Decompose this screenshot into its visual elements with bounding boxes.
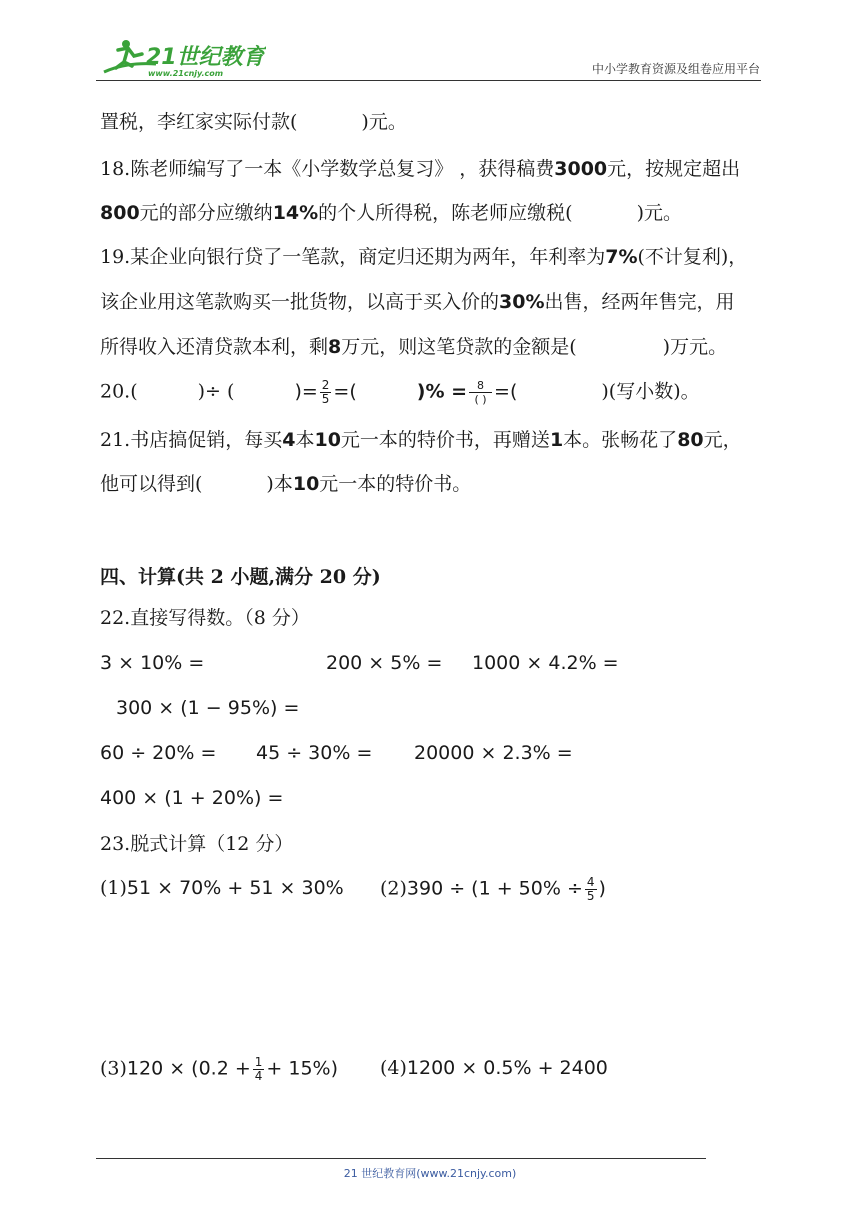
q21-line-1: [100, 428, 742, 452]
q23-part-3-label: (3): [100, 1057, 127, 1080]
q23-part-4-expr: 1200 × 0.5% + 2400: [406, 1057, 608, 1079]
q23-part-1-expr: 51 × 70% + 51 × 30%: [126, 877, 344, 899]
q21-line-2: [100, 472, 471, 496]
q22-item-1: 3 × 10% =: [100, 652, 205, 674]
q19-text: )万元。: [662, 336, 728, 358]
q19-text: (不计复利)，: [637, 246, 748, 268]
q21-text: 元一本的特价书。: [319, 473, 472, 495]
q19-text: 该企业用这笔款购买一批货物，以高于买入价的: [100, 291, 500, 313]
q22-item-6: 45 ÷ 30% =: [256, 742, 373, 764]
q21-text: 本: [295, 429, 315, 451]
q20-text: )÷ (: [197, 380, 235, 403]
q23-part-4: [380, 1056, 608, 1080]
logo-url: www.21cnjy.com: [148, 69, 224, 78]
site-logo: [96, 34, 266, 80]
q23-label: 23.脱式计算（12 分）: [100, 833, 294, 855]
q23-part-2-expr: 390 ÷ (1 + 50% ÷: [406, 877, 583, 900]
q22-item-3: 1000 × 4.2% =: [472, 652, 619, 674]
q22-item-4: 300 × (1 − 95%) =: [116, 697, 300, 719]
q18-rate: 14%: [272, 202, 319, 224]
q22-item-5: 60 ÷ 20% =: [100, 742, 217, 764]
q18-text: 18.陈老师编写了一本《小学数学总复习》 ，获得稿费: [100, 158, 555, 180]
q19-line-2: [100, 290, 735, 314]
q21-text: 21.书店搞促销，每买: [100, 429, 283, 451]
q18-text: 元的部分应缴纳: [139, 202, 273, 224]
q23-part-1-label: (1): [100, 877, 127, 899]
q20-fraction-1-num: 2: [321, 378, 330, 392]
q18-line-1: [100, 157, 740, 181]
section-4-title: 四、计算(共 2 小题,满分 20 分): [100, 566, 381, 588]
q23-part-2-num: 4: [586, 875, 595, 889]
q22-item-8: 400 × (1 + 20%) =: [100, 787, 284, 809]
q19-markup: 30%: [499, 291, 545, 313]
q23-part-4-label: (4): [380, 1057, 407, 1079]
header-divider: [96, 80, 761, 81]
q19-text: 万元，则这笔贷款的金额是(: [341, 336, 577, 358]
q22-label: 22.直接写得数。（8 分）: [100, 607, 310, 629]
q23-part-3-expr: 120 × (0.2 +: [126, 1057, 251, 1080]
q23-part-3-num: 1: [254, 1055, 263, 1069]
q18-text: 元，按规定超出: [607, 158, 741, 180]
q19-rate: 7%: [605, 246, 638, 268]
q23-part-2-fraction: [585, 876, 597, 903]
q18-fee: 3000: [554, 158, 608, 180]
q21-text: 元一本的特价书，再赠送: [340, 429, 550, 451]
q20-text: =(: [333, 380, 357, 403]
q23-part-2: [380, 876, 606, 903]
q23-part-2-den: 5: [586, 889, 595, 903]
q22-item-2: 200 × 5% =: [326, 652, 443, 674]
q23-part-1: [100, 876, 344, 900]
q18-line-2: [100, 201, 682, 225]
q23-part-3-expr-end: + 15%): [266, 1057, 339, 1080]
q21-number: 4: [282, 429, 296, 451]
q20-fraction-1: [320, 379, 332, 406]
footer-divider: [96, 1158, 706, 1159]
q21-text: 元，: [703, 429, 742, 451]
q20-fraction-2: [469, 379, 492, 406]
platform-name: 中小学教育资源及组卷应用平台: [591, 62, 760, 76]
q19-text: 19.某企业向银行贷了一笔款，商定归还期为两年，年利率为: [100, 246, 606, 268]
q17-text-b: )元。: [361, 111, 407, 133]
q20-text: =(: [494, 380, 518, 403]
q19-remaining: 8: [328, 336, 342, 358]
q20-text: )=: [294, 380, 318, 403]
q19-text: 出售，经两年售完，用: [544, 291, 735, 313]
q19-text: 所得收入还清贷款本利，剩: [100, 336, 329, 358]
q21-number: 10: [314, 429, 341, 451]
q23-part-2-label: (2): [380, 877, 407, 900]
q23-part-3-den: 4: [254, 1069, 263, 1083]
q21-text: )本: [266, 473, 293, 495]
q21-number: 10: [292, 473, 320, 495]
q20-text: )% =: [416, 380, 468, 403]
q17-text-a: 置税，李红家实际付款(: [100, 111, 298, 133]
q21-text: 本。张畅花了: [563, 429, 678, 451]
q18-text: 的个人所得税，陈老师应缴税(: [318, 202, 573, 224]
logo-text: 21世纪教育: [146, 45, 265, 70]
q23-part-3: [100, 1056, 338, 1083]
q17-continuation: [100, 110, 407, 134]
q20-text: 20.(: [100, 380, 138, 403]
q21-number: 80: [677, 429, 704, 451]
q18-threshold: 800: [100, 202, 140, 224]
q23-part-3-fraction: [253, 1056, 265, 1083]
q22-item-7: 20000 × 2.3% =: [414, 742, 573, 764]
q20-text: )(写小数)。: [601, 380, 700, 403]
q23-part-2-expr-end: ): [598, 877, 606, 900]
q18-text: )元。: [636, 202, 683, 224]
q20-fraction-1-den: 5: [321, 392, 330, 406]
q20-fraction-2-num: 8: [469, 379, 492, 393]
q21-text: 他可以得到(: [100, 473, 203, 495]
q21-number: 1: [549, 429, 564, 451]
q20-line: [100, 379, 700, 406]
q19-line-1: [100, 245, 747, 269]
footer-link[interactable]: 21 世纪教育网(www.21cnjy.com): [343, 1167, 517, 1180]
q19-line-3: [100, 335, 727, 359]
q20-fraction-2-den: ( ): [474, 393, 487, 406]
